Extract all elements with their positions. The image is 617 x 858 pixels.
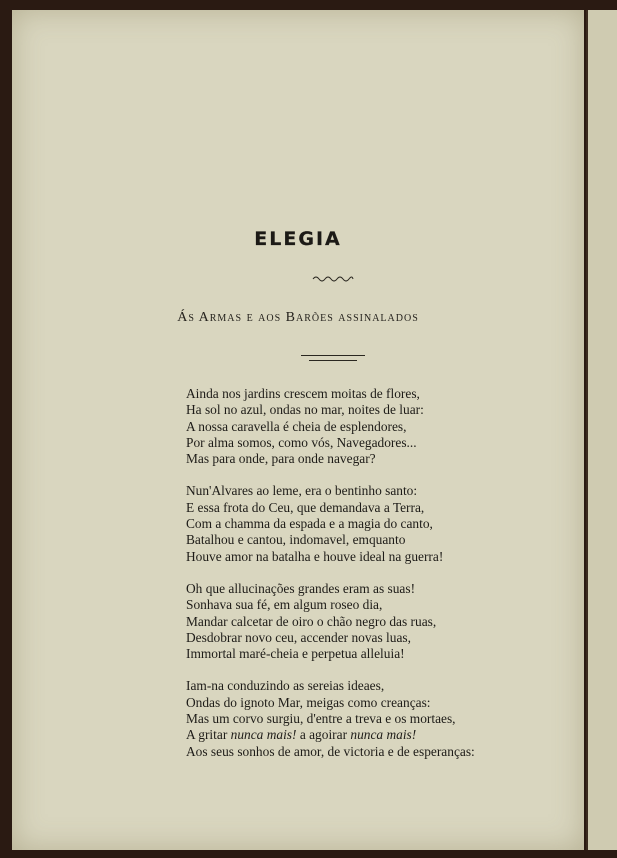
stanza-4 bbox=[186, 678, 496, 759]
verse-italic: nunca mais! bbox=[230, 727, 297, 743]
poem-title: ELEGIA bbox=[254, 228, 342, 250]
verse-line: Mas para onde, para onde navegar? bbox=[186, 451, 376, 467]
divider-rule-bottom bbox=[309, 360, 357, 361]
verse-line: Houve amor na batalha e houve ideal na guerra! bbox=[186, 548, 444, 564]
verse-line: Por alma somos, como vós, Navegadores... bbox=[186, 434, 417, 450]
verse-line: E essa frota do Ceu, que demandava a Terra, bbox=[186, 499, 425, 515]
ornament-squiggle bbox=[312, 273, 354, 283]
verse-line: Ondas do ignoto Mar, meigas como creanças: bbox=[186, 694, 431, 710]
verse-line: Oh que allucinações grandes eram as suas! bbox=[186, 580, 416, 596]
verse-text: a agoirar bbox=[296, 727, 351, 743]
poem-body bbox=[186, 386, 496, 776]
verse-line: Ha sol no azul, ondas no mar, noites de luar: bbox=[186, 402, 424, 418]
stanza-3 bbox=[186, 581, 496, 662]
verse-line: Com a chamma da espada e a magia do canto, bbox=[186, 516, 433, 532]
verse-line: Immortal maré-cheia e perpetua alleluia! bbox=[186, 646, 405, 662]
verse-text: A gritar bbox=[186, 727, 231, 743]
book-page bbox=[12, 10, 584, 850]
verse-line: Mas um corvo surgiu, d'entre a treva e os mortaes, bbox=[186, 711, 456, 727]
verse-italic: nunca mais! bbox=[350, 727, 417, 743]
adjacent-page-edge bbox=[586, 10, 617, 850]
verse-line: Nun'Alvares ao leme, era o bentinho santo: bbox=[186, 483, 418, 499]
verse-line: Mandar calcetar de oiro o chão negro das ruas, bbox=[186, 613, 437, 629]
divider-rule-top bbox=[301, 355, 365, 356]
verse-line: Sonhava sua fé, em algum roseo dia, bbox=[186, 597, 383, 613]
verse-line-mixed bbox=[186, 727, 496, 743]
stanza-2 bbox=[186, 483, 496, 564]
verse-line: Iam-na conduzindo as sereias ideaes, bbox=[186, 678, 385, 694]
verse-line: Desdobrar novo ceu, accender novas luas, bbox=[186, 629, 411, 645]
stanza-1 bbox=[186, 386, 496, 467]
verse-line: Aos seus sonhos de amor, de victoria e de esperanças: bbox=[186, 743, 475, 759]
poem-subtitle: Ás Armas e aos Barões assinalados bbox=[177, 310, 419, 325]
verse-line: Ainda nos jardins crescem moitas de flores, bbox=[186, 386, 420, 401]
verse-line: A nossa caravella é cheia de esplendores, bbox=[186, 418, 407, 434]
verse-line: Batalhou e cantou, indomavel, emquanto bbox=[186, 532, 406, 548]
